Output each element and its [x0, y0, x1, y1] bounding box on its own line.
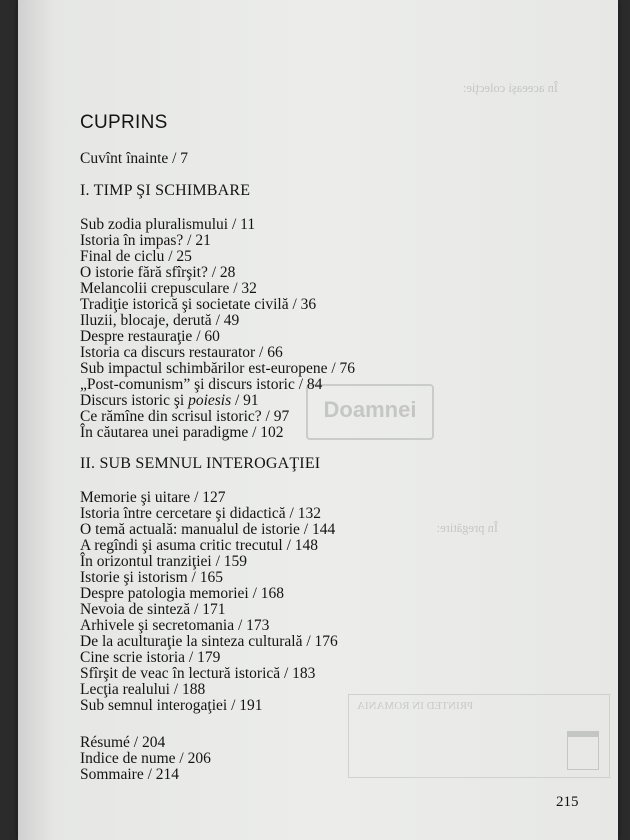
- toc-entry-resume: Résumé / 204: [80, 734, 166, 751]
- toc-entry: „Post-comunism” şi discurs istoric / 84: [80, 376, 323, 393]
- toc-entry: Cine scrie istoria / 179: [80, 649, 221, 666]
- toc-entry: Despre patologia memoriei / 168: [80, 585, 285, 602]
- toc-entry: Nevoia de sinteză / 171: [80, 601, 226, 618]
- print-info-text: PRINTED IN ROMANIA: [357, 700, 474, 712]
- page-title: CUPRINS: [80, 112, 168, 133]
- stamp-text: Doamnei: [323, 397, 417, 422]
- bookshop-stamp: [306, 384, 434, 440]
- toc-entry: O istorie fără sfîrşit? / 28: [80, 264, 236, 281]
- toc-entry: Despre restauraţie / 60: [80, 328, 220, 345]
- section-title-part2: II. SUB SEMNUL INTEROGAŢIEI: [80, 455, 321, 472]
- print-info-box: [348, 694, 610, 778]
- toc-entry: Ce rămîne din scrisul istoric? / 97: [80, 408, 290, 425]
- toc-entry: O temă actuală: manualul de istorie / 144: [80, 521, 336, 538]
- toc-entry: Lecţia realului / 188: [80, 681, 206, 698]
- toc-entry: Sfîrşit de veac în lectură istorică / 183: [80, 665, 316, 682]
- toc-entry: În orizontul tranziţiei / 159: [80, 553, 248, 570]
- toc-entry: În căutarea unei paradigme / 102: [80, 424, 284, 441]
- toc-foreword: Cuvînt înainte / 7: [80, 150, 189, 167]
- bleed-through-lower: [378, 520, 618, 580]
- toc-entry: Istoria între cercetare şi didactică / 132: [80, 505, 321, 522]
- bleed-preparation: În pregătire:: [436, 521, 498, 535]
- toc-entry: Discurs istoric şi poiesis / 91: [80, 392, 259, 409]
- page-number: 215: [556, 794, 579, 810]
- toc-entry: A regîndi şi asuma critic trecutul / 148: [80, 537, 319, 554]
- toc-entry: Tradiţie istorică şi societate civilă / 36: [80, 296, 317, 313]
- publisher-logo-icon: [567, 731, 599, 770]
- toc-entry: Iluzii, blocaje, derută / 49: [80, 312, 240, 329]
- toc-entry-sommaire: Sommaire / 214: [80, 766, 180, 783]
- bleed-collection-header: În aceeaşi colecţie:: [462, 81, 558, 95]
- toc-entry: Sub impactul schimbărilor est-europene / 76: [80, 360, 356, 377]
- toc-entry: Istoria în impas? / 21: [80, 232, 211, 249]
- toc-entry: Melancolii crepusculare / 32: [80, 280, 257, 297]
- toc-entry: Final de ciclu / 25: [80, 248, 192, 265]
- toc-entry: Arhivele şi secretomania / 173: [80, 617, 270, 634]
- toc-entry: Istorie şi istorism / 165: [80, 569, 223, 586]
- toc-entry: Sub semnul interogaţiei / 191: [80, 697, 263, 714]
- section-title-part1: I. TIMP ŞI SCHIMBARE: [80, 182, 251, 199]
- toc-entry-index: Indice de nume / 206: [80, 750, 211, 767]
- book-page: [18, 0, 618, 840]
- toc-entry: De la aculturaţie la sinteza culturală / 176: [80, 633, 338, 650]
- toc-entry: Istoria ca discurs restaurator / 66: [80, 344, 283, 361]
- toc-entry: Memorie şi uitare / 127: [80, 489, 226, 506]
- toc-entry: Sub zodia pluralismului / 11: [80, 216, 256, 233]
